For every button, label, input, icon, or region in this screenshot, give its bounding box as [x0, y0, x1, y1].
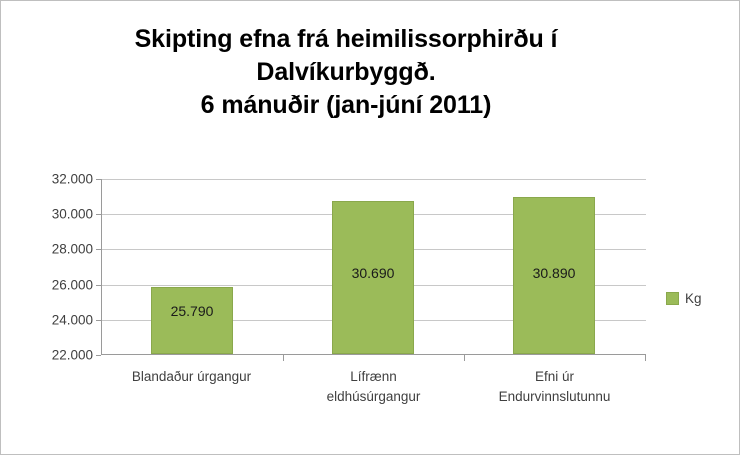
bar-value-label-1: 25.790: [170, 303, 214, 319]
bar-value-label-2: 30.690: [351, 265, 395, 281]
y-axis-line: [101, 179, 102, 355]
y-tick-mark-26000: [96, 285, 101, 286]
y-tick-mark-30000: [96, 214, 101, 215]
x-tick-label-lifraenn-eldhusurgangur: [283, 367, 464, 406]
category-separator-1: [283, 355, 284, 361]
y-tick-mark-32000: [96, 179, 101, 180]
gridline-32000: [101, 179, 646, 180]
y-tick-mark-22000: [96, 355, 101, 356]
y-tick-label-32000: 32.000: [51, 171, 93, 187]
y-tick-label-24000: 24.000: [51, 312, 93, 328]
x-tick-label-line: eldhúsúrgangur: [326, 388, 421, 404]
x-tick-label-line: Lífrænn: [350, 369, 397, 384]
category-separator-2: [464, 355, 465, 361]
legend-swatch-kg: [666, 292, 679, 305]
x-tick-label-efni-ur-endurvinnslutunnu: [464, 367, 645, 406]
chart-title-line-1: Skipting efna frá heimilissorphirðu í: [134, 25, 558, 53]
category-separator-3: [645, 355, 646, 361]
bar-value-label-3: 30.890: [532, 265, 576, 281]
plot-area: [101, 179, 646, 355]
chart-title: [41, 23, 651, 122]
y-tick-mark-24000: [96, 320, 101, 321]
y-tick-label-28000: 28.000: [51, 241, 93, 257]
y-tick-label-30000: 30.000: [51, 206, 93, 222]
x-tick-label-line: Endurvinnslutunnu: [498, 388, 611, 404]
x-tick-label-line: Efni úr: [534, 369, 575, 384]
x-axis-labels: [101, 367, 646, 427]
y-tick-mark-28000: [96, 249, 101, 250]
x-axis-line: [101, 354, 646, 355]
chart-legend: [666, 291, 702, 306]
legend-label-kg: Kg: [685, 291, 702, 306]
chart-title-line-3: 6 mánuðir (jan-júní 2011): [200, 91, 492, 119]
x-tick-label-blandadur-urgangur: [101, 367, 282, 387]
y-tick-label-26000: 26.000: [51, 277, 93, 293]
x-tick-label-line: Blandaður úrgangur: [131, 369, 252, 384]
chart-title-line-2: Dalvíkurbyggð.: [256, 58, 436, 86]
y-axis-labels: [1, 171, 93, 363]
y-tick-label-22000: 22.000: [51, 347, 93, 363]
bar-blandadur-urgangur[interactable]: [151, 287, 233, 354]
